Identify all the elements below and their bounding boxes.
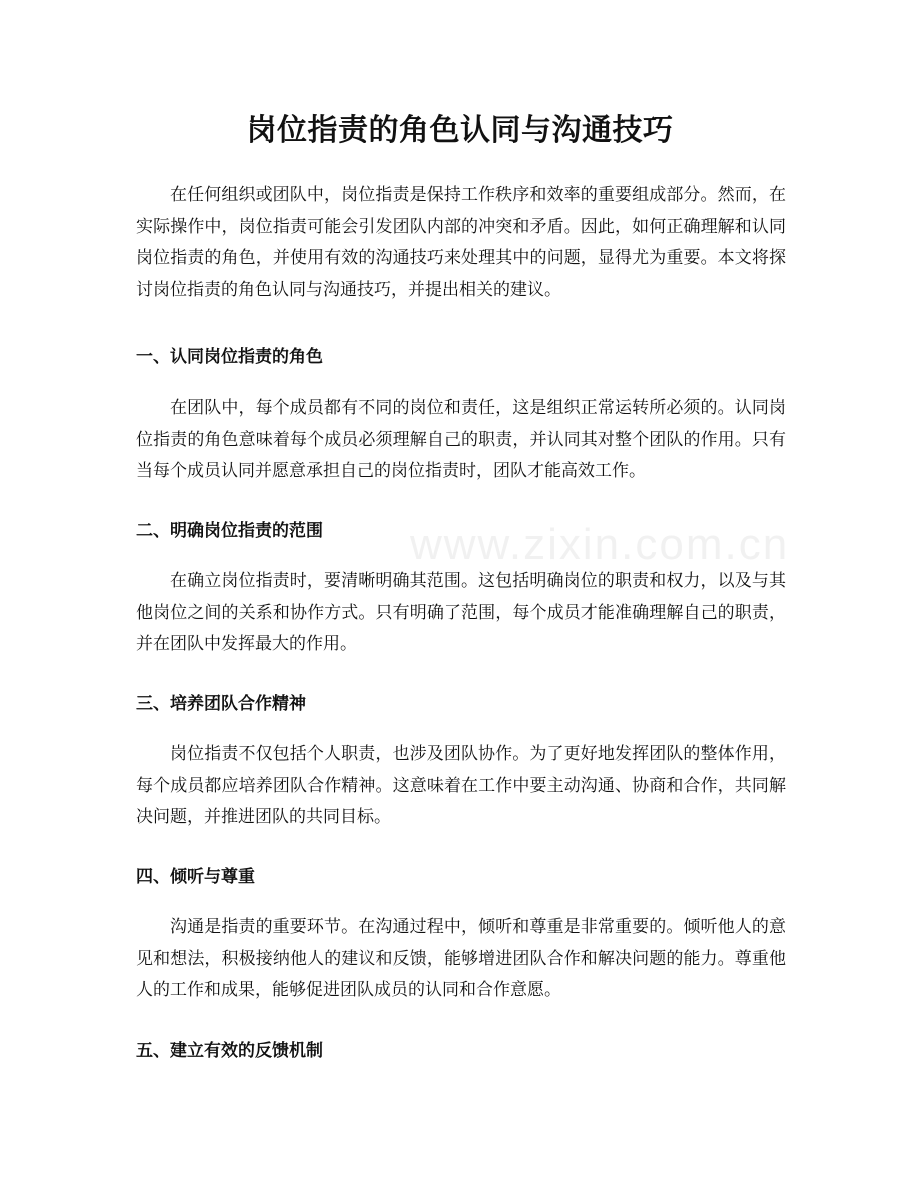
section-heading-2: 二、明确岗位指责的范围 [136, 521, 323, 541]
intro-paragraph: 在任何组织或团队中，岗位指责是保持工作秩序和效率的重要组成部分。然而，在实际操作中，岗位指责可能会引发团队内部的冲突和矛盾。因此，如何正确理解和认同岗位指责的角色，并使用有效的沟通技巧来处理其中的问题，显得尤为重要。本文将探讨岗位指责的角色认同与沟通技巧，并提出相关的建议。 [136, 185, 786, 300]
section-body-2: 在确立岗位指责时，要清晰明确其范围。这包括明确岗位的职责和权力，以及与其他岗位之间的关系和协作方式。只有明确了范围，每个成员才能准确理解自己的职责，并在团队中发挥最大的作用。 [136, 571, 786, 654]
section-heading-4: 四、倾听与尊重 [136, 867, 255, 887]
document-title: 岗位指责的角色认同与沟通技巧 [246, 113, 674, 148]
section-heading-5: 五、建立有效的反馈机制 [136, 1041, 323, 1061]
section-body-4: 沟通是指责的重要环节。在沟通过程中，倾听和尊重是非常重要的。倾听他人的意见和想法，积极接纳他人的建议和反馈，能够增进团队合作和解决问题的能力。尊重他人的工作和成果，能够促进团队成员的认同和合作意愿。 [136, 917, 786, 1000]
section-heading-3: 三、培养团队合作精神 [136, 694, 306, 714]
section-body-1: 在团队中，每个成员都有不同的岗位和责任，这是组织正常运转所必须的。认同岗位指责的角色意味着每个成员必须理解自己的职责，并认同其对整个团队的作用。只有当每个成员认同并愿意承担自己的岗位指责时，团队才能高效工作。 [136, 398, 786, 481]
section-heading-1: 一、认同岗位指责的角色 [136, 347, 323, 367]
watermark: www.zixin.com.cn [410, 520, 790, 569]
section-body-3: 岗位指责不仅包括个人职责，也涉及团队协作。为了更好地发挥团队的整体作用，每个成员都应培养团队合作精神。这意味着在工作中要主动沟通、协商和合作，共同解决问题，并推进团队的共同目标。 [136, 744, 786, 827]
